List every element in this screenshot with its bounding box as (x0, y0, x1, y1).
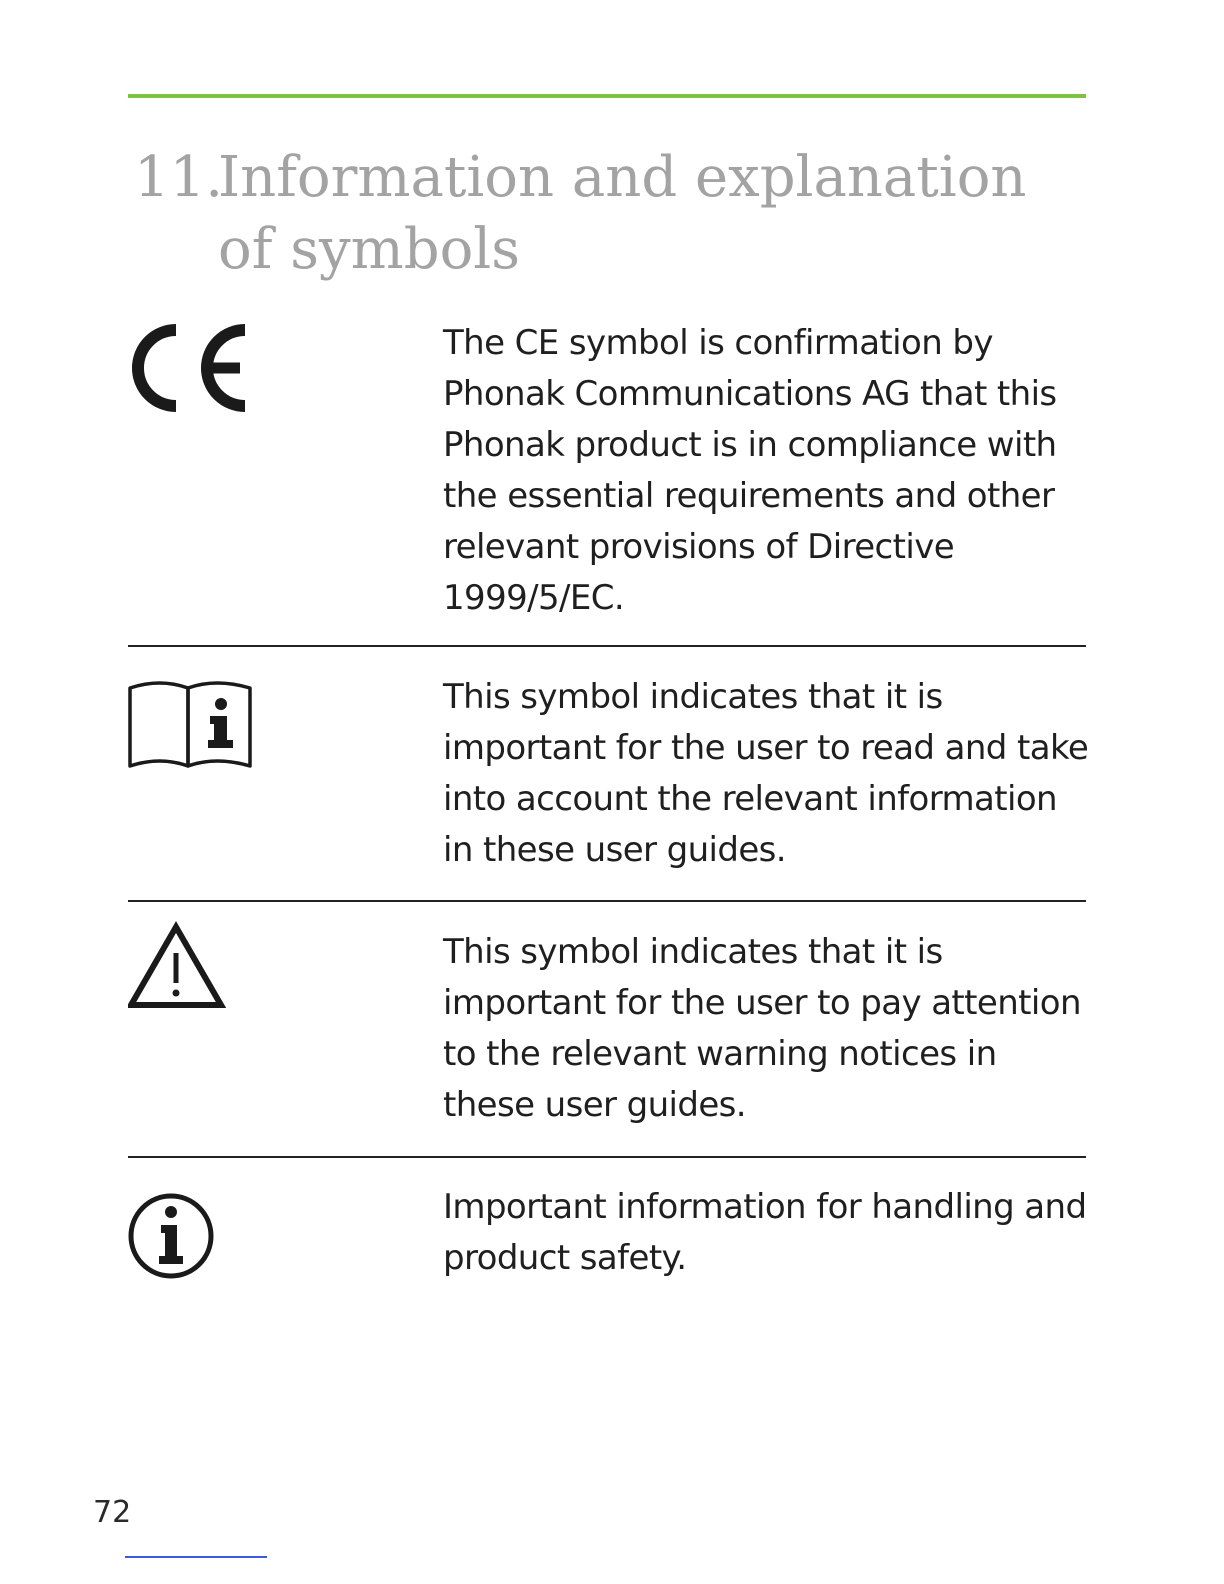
row-divider (128, 1156, 1086, 1158)
symbol-description: This symbol indicates that it is important for the user to pay attention to the relevant warning notices in these user guides. (443, 932, 1081, 1125)
page-title (134, 142, 1084, 286)
symbol-description: The CE symbol is confirmation by Phonak Communications AG that this Phonak product is in compliance with the essential requirements and other relevant provisions of Directive 1999/5/EC. (443, 323, 1057, 618)
page-link-underline[interactable] (125, 1556, 267, 1558)
read-manual-icon (128, 678, 254, 774)
page-number: 72 (93, 1495, 132, 1530)
section-number: 11. (134, 144, 224, 210)
header-accent-rule (128, 94, 1086, 98)
symbol-description: Important information for handling and product safety. (443, 1187, 1087, 1278)
symbol-description: This symbol indicates that it is important for the user to read and take into account the relevant information in these user guides. (443, 677, 1089, 870)
section-title: Information and explanation of symbols (218, 144, 1027, 282)
row-divider (128, 645, 1086, 647)
warning-triangle-icon (128, 921, 228, 1015)
ce-mark-icon (128, 322, 253, 418)
row-divider (128, 900, 1086, 902)
info-circle-icon (128, 1192, 218, 1286)
